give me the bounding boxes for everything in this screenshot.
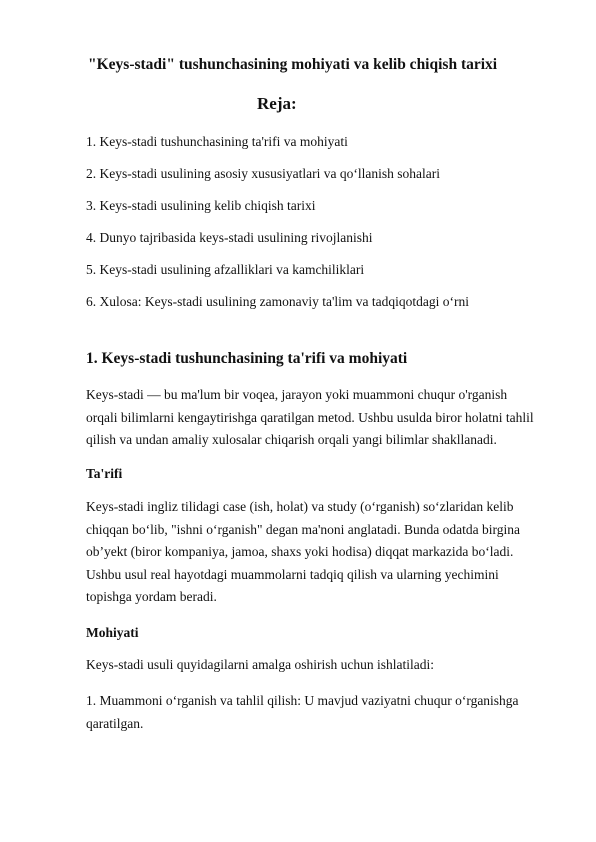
paragraph-line: ob’yekt (biror kompaniya, jamoa, shaxs yoki hodisa) diqqat markazida bo‘ladi. [86,544,514,559]
plan-item: 5. Keys-stadi usulining afzalliklari va kamchiliklari [86,262,365,277]
plan-item: 6. Xulosa: Keys-stadi usulining zamonaviy ta'lim va tadqiqotdagi o‘rni [86,294,469,309]
document-title: "Keys-stadi" tushunchasining mohiyati va kelib chiqish tarixi [88,56,498,73]
plan-heading: Reja: [257,94,297,113]
paragraph-line: topishga yordam beradi. [86,589,217,604]
plan-item: 2. Keys-stadi usulining asosiy xususiyatlari va qo‘llanish sohalari [86,166,440,181]
paragraph-line: Keys-stadi — bu ma'lum bir voqea, jarayon yoki muammoni chuqur o'rganish [86,387,508,402]
definition-paragraph [86,496,556,609]
paragraph-line: Ushbu usul real hayotdagi muammolarni tadqiq qilish va ularning yechimini [86,566,499,582]
paragraph-line: Keys-stadi ingliz tilidagi case (ish, holat) va study (o‘rganish) so‘zlaridan kelib [86,499,514,514]
definition-heading: Ta'rifi [86,466,123,481]
essence-intro-paragraph [86,654,556,677]
paragraph-line: chiqqan bo‘lib, "ishni o‘rganish" degan ma'noni anglatadi. Bunda odatda birgina [86,521,520,537]
plan-item: 1. Keys-stadi tushunchasining ta'rifi va mohiyati [86,134,348,149]
plan-item: 4. Dunyo tajribasida keys-stadi usulining rivojlanishi [86,230,373,245]
essence-list-item [86,690,556,735]
paragraph-line: qilish va undan amaliy xulosalar chiqarish orqali yangi bilimlar shakllanadi. [86,432,497,447]
paragraph-line: qaratilgan. [86,715,144,731]
section-heading: 1. Keys-stadi tushunchasining ta'rifi va mohiyati [86,350,408,367]
essence-heading: Mohiyati [86,625,139,640]
plan-item: 3. Keys-stadi usulining kelib chiqish tarixi [86,198,316,213]
paragraph-line: 1. Muammoni o‘rganish va tahlil qilish: U mavjud vaziyatni chuqur o‘rganishga [86,693,519,708]
intro-paragraph [86,384,556,452]
paragraph-line: orqali bilimlarni kengaytirishga qaratilgan metod. Ushbu usulda biror holatni tahlil [86,409,534,425]
paragraph-line: Keys-stadi usuli quyidagilarni amalga oshirish uchun ishlatiladi: [86,657,434,672]
